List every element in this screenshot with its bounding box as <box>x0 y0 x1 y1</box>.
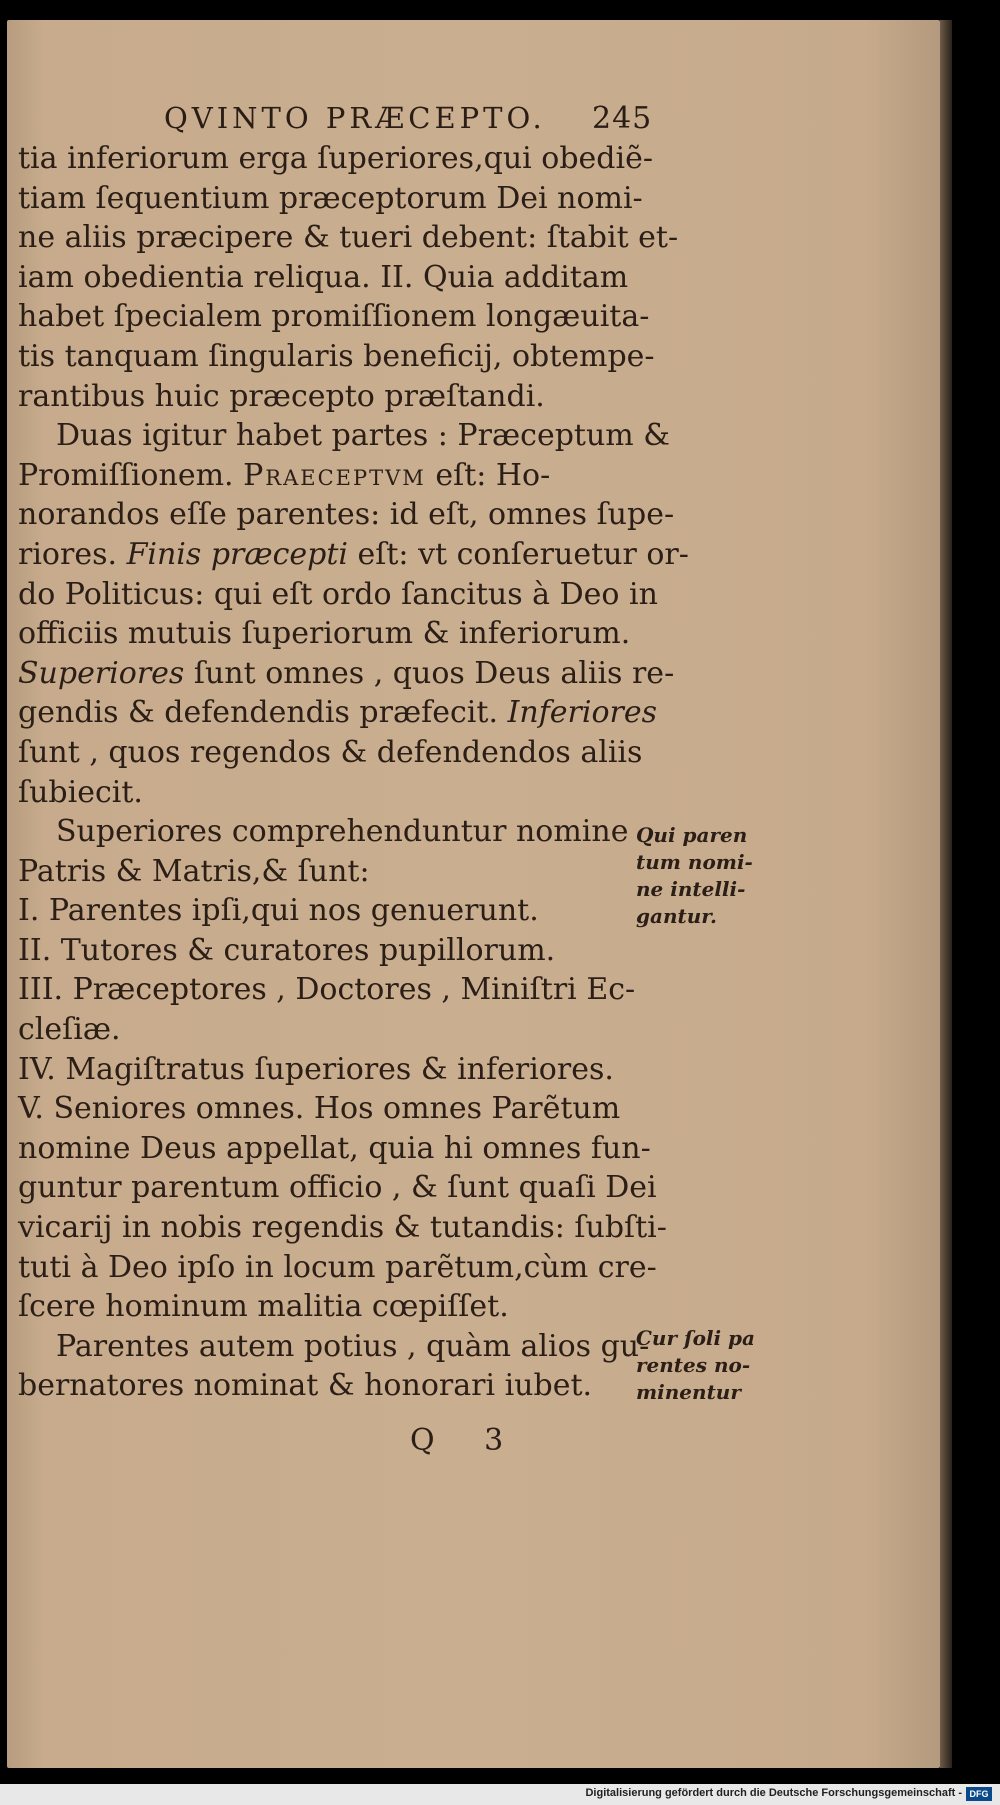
text-run: do Politicus: qui eſt ordo ſancitus à Deo in <box>18 576 658 612</box>
signature-mark: Q 3 <box>410 1423 524 1458</box>
margin-note-line: minentur <box>636 1380 741 1404</box>
dfg-logo: DFG <box>966 1787 992 1801</box>
text-line <box>18 1208 667 1248</box>
margin-note-line: tum nomi- <box>636 850 753 874</box>
text-line <box>18 1327 650 1367</box>
text-run: norandos eſſe parentes: id eſt, omnes ſupe- <box>18 497 675 533</box>
text-run: IV. Magiſtratus ſuperiores & inferiores. <box>18 1051 614 1087</box>
text-run: I. Parentes ipſi,qui nos genuerunt. <box>18 893 539 929</box>
text-run: eſt: Ho- <box>425 457 551 493</box>
text-line <box>18 377 640 417</box>
margin-note-line: gantur. <box>636 904 717 928</box>
text-run: tiam ſequentium præceptorum Dei nomi- <box>18 180 643 216</box>
text-line <box>18 1050 640 1090</box>
text-run: III. Præceptores , Doctores , Miniſtri Ec- <box>18 972 636 1008</box>
text-line <box>18 179 643 219</box>
text-run: tia inferiorum erga ſuperiores,qui obediẽ- <box>18 141 653 176</box>
text-line <box>18 812 640 852</box>
page-edge <box>940 20 952 1768</box>
italic-term: Finis præcepti <box>126 536 348 572</box>
text-run: Promiſſionem. <box>18 457 244 493</box>
margin-note-why-parents <box>636 1325 776 1406</box>
margin-note-line: ne intelli- <box>636 877 746 901</box>
text-run: Patris & Matris,& ſunt: <box>18 853 370 889</box>
text-run: ſunt , quos regendos & defendendos aliis <box>18 734 643 770</box>
text-run: Parentes autem potius , quàm alios gu- <box>56 1328 650 1364</box>
text-line <box>18 654 675 694</box>
text-line <box>18 1287 640 1327</box>
text-run: ne aliis præcipere & tueri debent: ſtabit et- <box>18 220 679 256</box>
text-run: ſunt omnes , quos Deus aliis re- <box>184 655 675 691</box>
text-run: officiis mutuis ſuperiorum & inferiorum. <box>18 616 631 652</box>
text-line <box>18 1129 651 1169</box>
footer-bar <box>0 1784 1000 1805</box>
text-line <box>18 1010 640 1050</box>
italic-term: Inferiores <box>507 695 658 731</box>
text-run: tuti à Deo ipſo in locum parẽtum,cùm cre- <box>18 1249 657 1285</box>
text-run: ſcere hominum malitia cœpiſſet. <box>18 1289 509 1325</box>
text-line <box>18 495 675 535</box>
text-run: guntur parentum officio , & ſunt quaſi Dei <box>18 1170 657 1206</box>
text-line <box>18 297 650 337</box>
italic-term: Superiores <box>18 655 185 691</box>
text-run: ſubiecit. <box>18 774 143 810</box>
text-line <box>18 970 640 1010</box>
text-line <box>18 931 640 971</box>
text-line <box>18 575 658 615</box>
text-line <box>18 139 653 179</box>
text-line <box>18 456 640 496</box>
text-run: riores. <box>18 536 127 572</box>
text-run: V. Seniores omnes. Hos omnes Parẽtum <box>18 1091 621 1127</box>
text-line <box>18 1168 657 1208</box>
text-run: bernatores nominat & honorari iubet. <box>18 1368 593 1404</box>
text-run: rantibus huic præcepto præſtandi. <box>18 378 545 414</box>
text-line <box>18 773 640 813</box>
text-run: II. Tutores & curatores pupillorum. <box>18 932 556 968</box>
text-run: eſt: vt conſeruetur or- <box>347 536 689 572</box>
digitization-credit: Digitalisierung gefördert durch die Deutsche Forschungsgemeinschaft - <box>585 1787 962 1799</box>
text-line <box>18 614 640 654</box>
small-caps-term: Praeceptvm <box>243 457 426 493</box>
text-line <box>18 337 655 377</box>
running-title: QVINTO PRÆCEPTO. <box>164 101 546 135</box>
margin-note-parents-name <box>636 822 776 930</box>
text-run: tis tanquam ſingularis beneficij, obtempe- <box>18 338 655 374</box>
margin-note-line: Qui paren <box>636 823 748 847</box>
margin-note-line: Cur ſoli pa <box>636 1326 756 1350</box>
text-line <box>18 1089 640 1129</box>
text-run: nomine Deus appellat, quia hi omnes fun- <box>18 1130 651 1166</box>
text-line <box>18 1248 657 1288</box>
text-run: iam obedientia reliqua. II. Quia additam <box>18 259 629 295</box>
text-run: cleſiæ. <box>18 1012 121 1048</box>
text-run: gendis & defendendis præfecit. <box>18 695 508 731</box>
text-line <box>18 258 640 298</box>
text-run: habet ſpecialem promiſſionem longæuita- <box>18 299 650 335</box>
text-line <box>18 733 643 773</box>
page-number: 245 <box>592 101 653 136</box>
text-line <box>18 693 658 733</box>
text-run: Duas igitur habet partes : Præceptum & <box>56 418 670 454</box>
text-run: vicarij in nobis regendis & tutandis: ſubſti- <box>18 1210 667 1246</box>
text-line <box>18 852 640 892</box>
text-line <box>18 1366 640 1406</box>
text-run: Superiores comprehenduntur nomine <box>56 814 629 850</box>
text-line <box>18 218 679 258</box>
text-line <box>18 416 670 456</box>
margin-note-line: rentes no- <box>636 1353 751 1377</box>
text-line <box>18 535 689 575</box>
text-line <box>18 891 640 931</box>
